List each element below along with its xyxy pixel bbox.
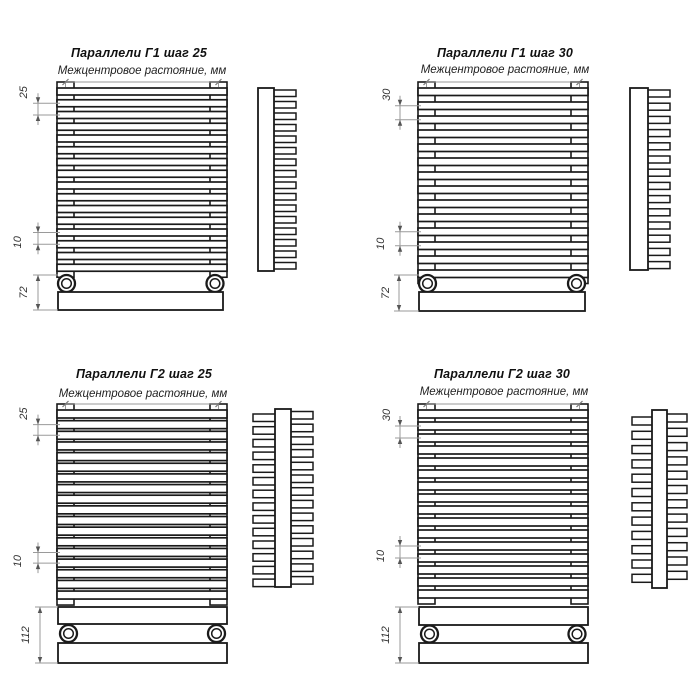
- bottom-view-g2-step25: [58, 607, 227, 663]
- gap-dimension-g2-step30: [375, 536, 421, 568]
- panel-title-g2-step30: Параллели Г2 шаг 30: [433, 367, 571, 381]
- depth-dimension-label: 72: [380, 286, 392, 300]
- center-distance-dimension-g1-step25: [63, 79, 222, 87]
- side-view-g2-step30: [632, 410, 687, 588]
- panel-title-g2-step25: Параллели Г2 шаг 25: [75, 367, 213, 381]
- front-view-g2-step30: [418, 404, 588, 604]
- gap-dimension-g1-step25: [12, 223, 60, 255]
- step-dimension-g1-step25: [18, 85, 60, 125]
- depth-dimension-g2-step30: [380, 607, 419, 663]
- depth-dimension-g2-step25: [20, 607, 58, 663]
- center-distance-dimension-g2-step25: [63, 401, 222, 409]
- side-view-g1-step30: [630, 88, 670, 270]
- bottom-view-g1-step25: [58, 275, 224, 310]
- side-view-g1-step25: [258, 88, 296, 271]
- side-view-g2-step25: [253, 409, 313, 587]
- step-dimension-label: 25: [18, 407, 30, 420]
- panel-subtitle-g1-step30: Межцентровое растояние, мм: [420, 64, 590, 76]
- panel-subtitle-g1-step25: Межцентровое растояние, мм: [57, 65, 227, 77]
- front-view-g2-step25: [57, 404, 227, 605]
- panel-subtitle-g2-step30: Межцентровое растояние, мм: [419, 386, 589, 398]
- depth-dimension-g1-step25: [18, 275, 58, 310]
- step-dimension-label: 30: [381, 408, 393, 422]
- center-distance-dimension-g2-step30: [424, 401, 583, 409]
- gap-dimension-label: 10: [375, 549, 387, 563]
- step-dimension-g2-step25: [18, 407, 60, 446]
- gap-dimension-g1-step30: [375, 222, 421, 256]
- bottom-view-g1-step30: [419, 275, 585, 311]
- gap-dimension-label: 10: [375, 237, 387, 250]
- depth-dimension-label: 112: [380, 626, 392, 644]
- gap-dimension-label: 10: [12, 554, 24, 568]
- step-dimension-g2-step30: [381, 408, 421, 448]
- panel-title-g1-step30: Параллели Г1 шаг 30: [436, 46, 574, 60]
- step-dimension-label: 25: [18, 86, 30, 99]
- depth-dimension-label: 112: [20, 626, 32, 644]
- gap-dimension-g2-step25: [12, 542, 60, 573]
- front-view-g1-step25: [57, 82, 227, 277]
- center-distance-dimension-g1-step30: [424, 79, 583, 87]
- panel-title-g1-step25: Параллели Г1 шаг 25: [70, 46, 208, 60]
- step-dimension-label: 30: [381, 88, 393, 101]
- depth-dimension-g1-step30: [380, 275, 419, 311]
- panel-subtitle-g2-step25: Межцентровое растояние, мм: [58, 388, 228, 400]
- gap-dimension-label: 10: [12, 236, 24, 249]
- step-dimension-g1-step30: [381, 88, 421, 130]
- depth-dimension-label: 72: [18, 286, 30, 299]
- front-view-g1-step30: [418, 82, 588, 284]
- bottom-view-g2-step30: [419, 607, 588, 663]
